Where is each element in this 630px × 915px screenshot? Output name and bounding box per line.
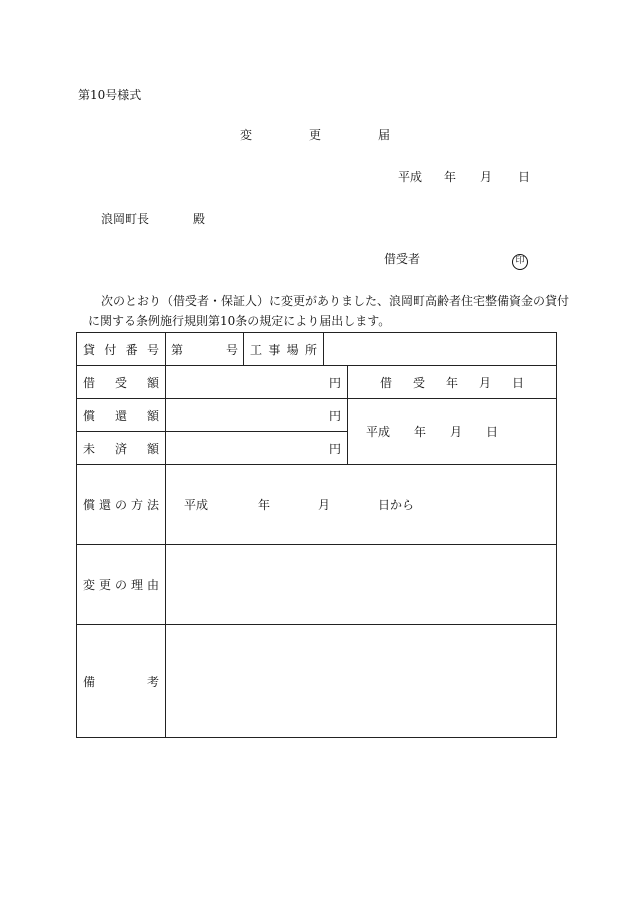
- remarks-field[interactable]: [166, 625, 557, 738]
- borrowed-amount-field[interactable]: [166, 366, 348, 399]
- day-from-label: 日から: [378, 498, 415, 512]
- form-table: [76, 332, 557, 738]
- construction-site-label: 工 事 場 所: [244, 333, 324, 366]
- day-label: 日: [518, 170, 531, 184]
- title-char: 届: [377, 128, 390, 142]
- loan-number-prefix: 第: [171, 342, 184, 357]
- loan-number-label: 貸 付 番 号: [77, 333, 166, 366]
- body-text-line-1: 次のとおり（借受者・保証人）に変更がありました、浪岡町高齢者住宅整備資金の貸付: [101, 294, 570, 308]
- seal-mark: 印: [512, 254, 528, 270]
- loan-number-field[interactable]: [166, 333, 244, 366]
- title-char: 変: [240, 128, 253, 142]
- year-label: 年: [258, 498, 271, 512]
- borrower-signature: [384, 250, 528, 270]
- month-label: 月: [318, 498, 331, 512]
- day-label: 日: [486, 425, 499, 439]
- remarks-label: 備 考: [77, 625, 166, 738]
- unpaid-amount-label: 未 済 額: [77, 432, 166, 465]
- repayment-method-field[interactable]: [166, 465, 557, 545]
- year-label: 年: [444, 170, 457, 184]
- era-label: 平成: [366, 425, 391, 439]
- repaid-amount-field[interactable]: [166, 399, 348, 432]
- remarks-row: [77, 625, 557, 738]
- loan-number-row: [77, 333, 557, 366]
- title-char: 更: [308, 128, 321, 142]
- era-label: 平成: [398, 170, 423, 184]
- yen-unit: 円: [328, 441, 341, 456]
- submission-date: [398, 168, 530, 185]
- addressee-name: 浪岡町長: [101, 212, 150, 226]
- change-reason-field[interactable]: [166, 545, 557, 625]
- body-text-line-2: に関する条例施行規則第10条の規定により届出します。: [88, 314, 391, 328]
- addressee-honorific: 殿: [193, 212, 206, 226]
- year-label: 年: [414, 425, 427, 439]
- repayment-method-row: [77, 465, 557, 545]
- borrowed-date-label: 借 受 年 月 日: [348, 366, 557, 399]
- change-reason-row: [77, 545, 557, 625]
- unpaid-amount-field[interactable]: [166, 432, 348, 465]
- repaid-amount-label: 償 還 額: [77, 399, 166, 432]
- addressee: [101, 210, 205, 227]
- borrowed-amount-label: 借 受 額: [77, 366, 166, 399]
- form-number: 第10号様式: [78, 88, 142, 102]
- repaid-date-field[interactable]: [348, 399, 557, 465]
- era-label: 平成: [184, 498, 209, 512]
- document-title: [240, 126, 390, 143]
- borrowed-amount-row: [77, 366, 557, 399]
- month-label: 月: [450, 425, 463, 439]
- loan-number-suffix: 号: [225, 342, 238, 357]
- yen-unit: 円: [328, 408, 341, 423]
- borrower-label: 借受者: [384, 252, 421, 266]
- month-label: 月: [480, 170, 493, 184]
- change-reason-label: 変 更 の 理 由: [77, 545, 166, 625]
- repayment-method-label: 償 還 の 方 法: [77, 465, 166, 545]
- construction-site-field[interactable]: [324, 333, 557, 366]
- yen-unit: 円: [328, 375, 341, 390]
- repaid-amount-row: [77, 399, 557, 432]
